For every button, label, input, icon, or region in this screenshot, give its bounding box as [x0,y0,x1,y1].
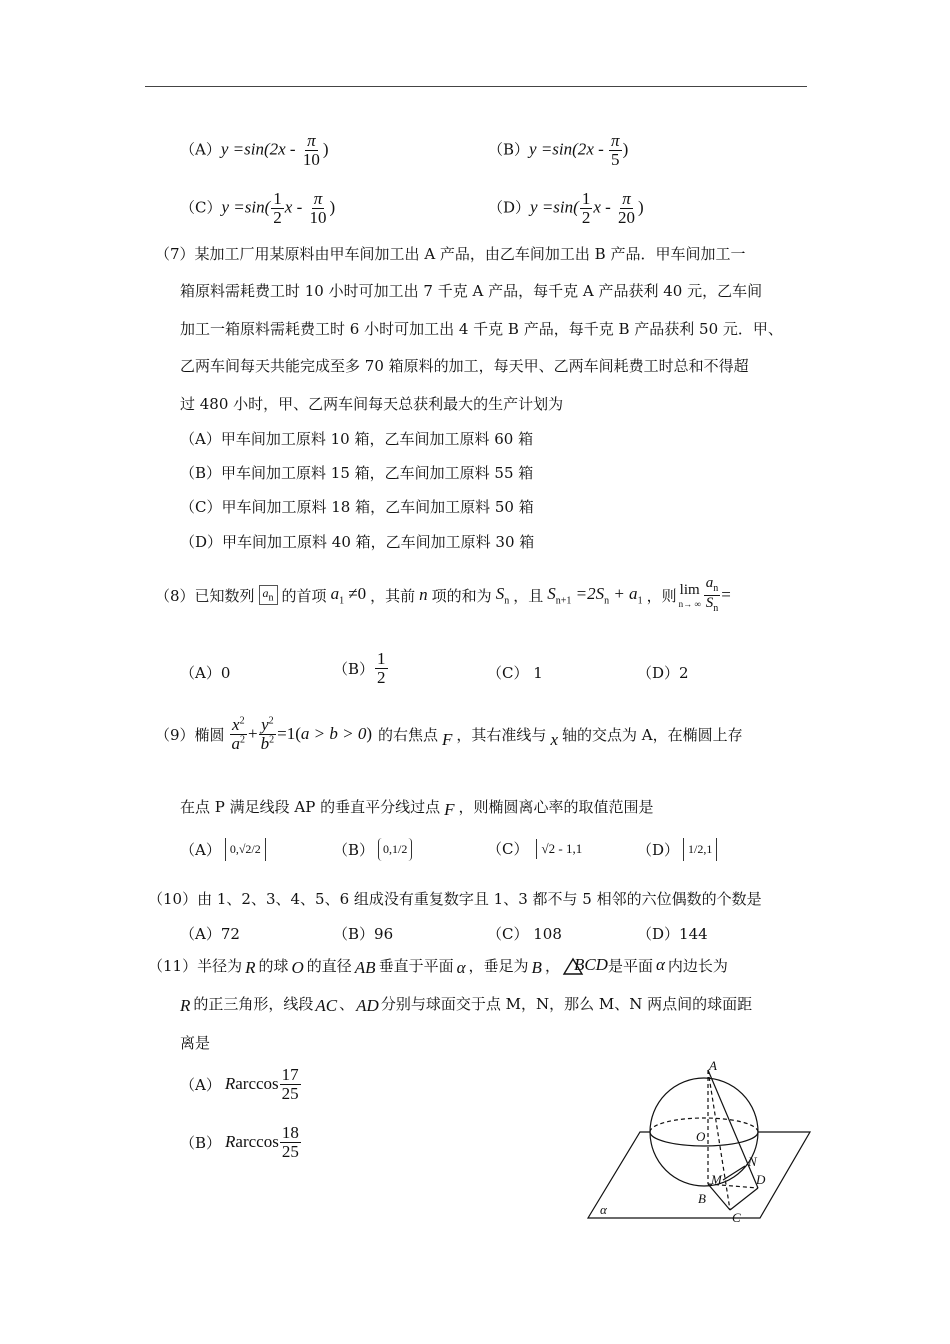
q7-line-4: 乙两车间每天共能完成至多 70 箱原料的加工，每天甲、乙两车间耗费工时总和不得超 [180,357,749,375]
q9-line-2: 在点 P 满足线段 AP 的垂直平分线过点 F ，则椭圆离心率的取值范围是 [180,797,654,819]
q11-line-3: 离是 [180,1034,211,1052]
q11-option-a: （A） R arccos $\frac{17}{25}$ [180,1065,299,1103]
q8-option-c: （C） 1 [487,664,543,682]
q7-line-5: 过 480 小时，甲、乙两车间每天总获利最大的生产计划为 [180,395,564,413]
q7-option-d: （D）甲车间加工原料 40 箱，乙车间加工原料 30 箱 [180,533,535,551]
edge-cd [730,1188,758,1210]
q6-option-a: （A）y =sin(2x - $\frac{\pi}{10}$ ) [180,131,329,169]
q7-option-c: （C）甲车间加工原料 18 箱，乙车间加工原料 50 箱 [180,498,534,516]
q11-line-1: （11）半径为 R 的球 O 的直径 AB 垂直于平面 α ，垂足为 B ， BCD 是平面 α 内边长为 [148,955,728,977]
q8-stem: （8）已知数列 $a_n$ 的首项 $a_1 \ne 0$ ，其前 n 项的和为 $S_n$ ，且 $S_{n+1} =2S_n + a_1$ ，则 lim n→ ∞ $\frac{a_n}{S_n}$ = [155,575,731,614]
q8-option-b: （B） $\frac{1}{2}$ [333,649,386,687]
q7-line-2: 箱原料需耗费工时 10 小时可加工出 7 千克 A 产品，每千克 A 产品获利 40 元，乙车间 [180,282,763,300]
label-n: N [748,1154,757,1169]
q6-option-d: （D）y =sin( $\frac{1}{2}$ x - $\frac{\pi}{20}$ ) [488,189,644,227]
label-o: O [696,1129,706,1144]
q9-option-c: （C） √2 - 1,1 [487,838,586,859]
q10-option-d: （D）144 [637,925,708,943]
label-alpha: α [600,1202,607,1217]
triangle-symbol-icon [562,955,584,975]
label-c: C [732,1210,741,1225]
q10-option-c: （C） 108 [487,925,562,943]
q9-option-d: （D） 1/2,1 [637,838,717,861]
q10-option-b: （B）96 [333,925,394,943]
q6-option-c: （C）y =sin( $\frac{1}{2}$ x - $\frac{\pi}{10}$ ) [180,189,336,227]
q8-option-a: （A）0 [180,664,231,682]
q7-line-3: 加工一箱原料需耗费工时 6 小时可加工出 4 千克 B 产品，每千克 B 产品获利 50 元．甲、 [180,320,783,338]
q8-option-d: （D）2 [637,664,689,682]
label-d: D [756,1172,766,1187]
q10-stem: （10）由 1、2、3、4、5、6 组成没有重复数字且 1、3 都不与 5 相邻的六位偶数的个数是 [148,890,762,908]
label-m: M [711,1172,722,1187]
q7-line-1: （7）某加工厂用某原料由甲车间加工出 A 产品，由乙车间加工出 B 产品．甲车间加工一 [155,245,746,263]
q10-option-a: （A）72 [180,925,240,943]
header-rule [145,86,807,87]
q6-option-b: （B）y =sin(2x - $\frac{\pi}{5}$ ) [488,131,629,169]
q9-option-b: （B） 0,1/2 [333,838,412,861]
q7-option-b: （B）甲车间加工原料 15 箱，乙车间加工原料 55 箱 [180,464,534,482]
label-a: A [709,1058,717,1073]
q9-option-a: （A） 0,√2/2 [180,838,266,861]
label-b: B [698,1191,706,1206]
q7-option-a: （A）甲车间加工原料 10 箱，乙车间加工原料 60 箱 [180,430,534,448]
q11-option-b: （B） R arccos $\frac{18}{25}$ [180,1123,299,1161]
q9-stem: （9）椭圆 $\frac{x^2}{a^2}$ + $\frac{y^2}{b^2}$ =1( a > b > 0 ) 的右焦点 F ，其右准线与 x 轴的交点为 A，在椭圆上存 [155,715,743,753]
q11-line-2: R 的正三角形，线段 AC 、 AD 分别与球面交于点 M，N，那么 M、N 两点间的球面距 [180,994,753,1015]
sphere-plane-figure [580,1058,820,1226]
